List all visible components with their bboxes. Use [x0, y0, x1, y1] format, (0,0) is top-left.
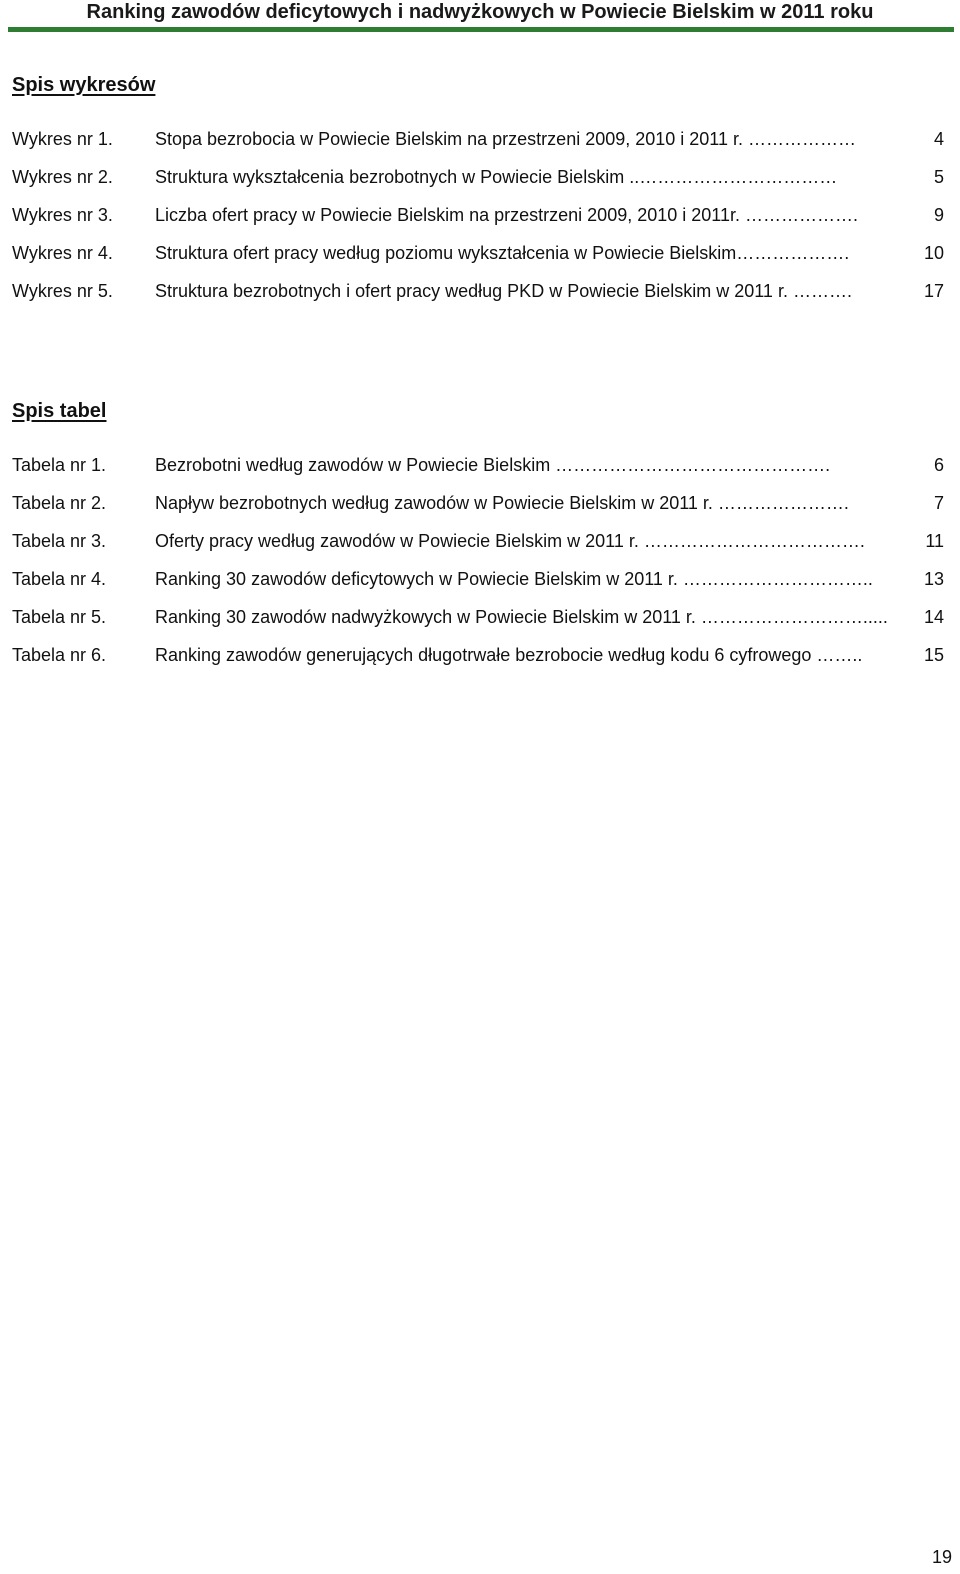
- entry-description: Ranking 30 zawodów deficytowych w Powiecie Bielskim w 2011 r. …………………………..: [155, 569, 873, 589]
- entry-page-number: 13: [923, 569, 944, 589]
- entry-page-number: 4: [933, 129, 944, 149]
- charts-index-entry[interactable]: [0, 279, 960, 317]
- page-header: [0, 0, 960, 34]
- entry-description: Stopa bezrobocia w Powiecie Bielskim na przestrzeni 2009, 2010 i 2011 r. ………………: [155, 129, 856, 149]
- tables-index-entry[interactable]: [0, 605, 960, 643]
- page-number: 19: [931, 1547, 952, 1567]
- entry-description: Napływ bezrobotnych według zawodów w Powiecie Bielskim w 2011 r. ………………….: [155, 493, 849, 513]
- tables-index-heading: Spis tabel: [12, 400, 107, 422]
- entry-label: Tabela nr 5.: [12, 607, 107, 627]
- entry-page-number: 17: [923, 281, 944, 301]
- charts-index-list: [0, 127, 960, 317]
- charts-index-entry[interactable]: [0, 241, 960, 279]
- tables-index-entry[interactable]: [0, 567, 960, 605]
- entry-page-number: 15: [923, 645, 944, 665]
- document-title: Ranking zawodów deficytowych i nadwyżkowych w Powiecie Bielskim w 2011 roku: [86, 1, 874, 23]
- entry-page-number: 5: [933, 167, 944, 187]
- entry-label: Tabela nr 4.: [12, 569, 107, 589]
- entry-page-number: 11: [925, 531, 944, 551]
- entry-description: Ranking 30 zawodów nadwyżkowych w Powiecie Bielskim w 2011 r. ……………………….....: [155, 607, 888, 627]
- entry-description: Bezrobotni według zawodów w Powiecie Bielskim ……………………………………….: [155, 455, 831, 475]
- entry-description: Struktura ofert pracy według poziomu wykształcenia w Powiecie Bielskim……………….: [155, 243, 850, 263]
- entry-page-number: 9: [933, 205, 944, 225]
- charts-index-entry[interactable]: [0, 203, 960, 241]
- tables-index-entry[interactable]: [0, 491, 960, 529]
- tables-index-entry[interactable]: [0, 529, 960, 567]
- entry-description: Liczba ofert pracy w Powiecie Bielskim na przestrzeni 2009, 2010 i 2011r. ……………….: [155, 205, 858, 225]
- entry-label: Tabela nr 2.: [12, 493, 107, 513]
- entry-label: Wykres nr 4.: [12, 243, 113, 263]
- entry-label: Tabela nr 1.: [12, 455, 107, 475]
- charts-index-heading: Spis wykresów: [12, 74, 156, 96]
- entry-label: Wykres nr 3.: [12, 205, 113, 225]
- entry-page-number: 10: [923, 243, 944, 263]
- entry-label: Wykres nr 2.: [12, 167, 113, 187]
- entry-description: Struktura wykształcenia bezrobotnych w Powiecie Bielskim ..……………………………: [155, 167, 838, 187]
- entry-description: Oferty pracy według zawodów w Powiecie Bielskim w 2011 r. ……………………………….: [155, 531, 865, 551]
- entry-description: Ranking zawodów generujących długotrwałe bezrobocie według kodu 6 cyfrowego ……..: [155, 645, 863, 665]
- entry-label: Wykres nr 5.: [12, 281, 113, 301]
- tables-index-entry[interactable]: [0, 643, 960, 681]
- charts-index-entry[interactable]: [0, 127, 960, 165]
- charts-index-entry[interactable]: [0, 165, 960, 203]
- entry-label: Tabela nr 6.: [12, 645, 107, 665]
- entry-label: Tabela nr 3.: [12, 531, 107, 551]
- entry-page-number: 7: [933, 493, 944, 513]
- tables-index-list: [0, 453, 960, 681]
- header-divider: [8, 27, 954, 32]
- entry-page-number: 14: [923, 607, 944, 627]
- entry-page-number: 6: [933, 455, 944, 475]
- entry-label: Wykres nr 1.: [12, 129, 113, 149]
- tables-index-entry[interactable]: [0, 453, 960, 491]
- entry-description: Struktura bezrobotnych i ofert pracy według PKD w Powiecie Bielskim w 2011 r. ……….: [155, 281, 852, 301]
